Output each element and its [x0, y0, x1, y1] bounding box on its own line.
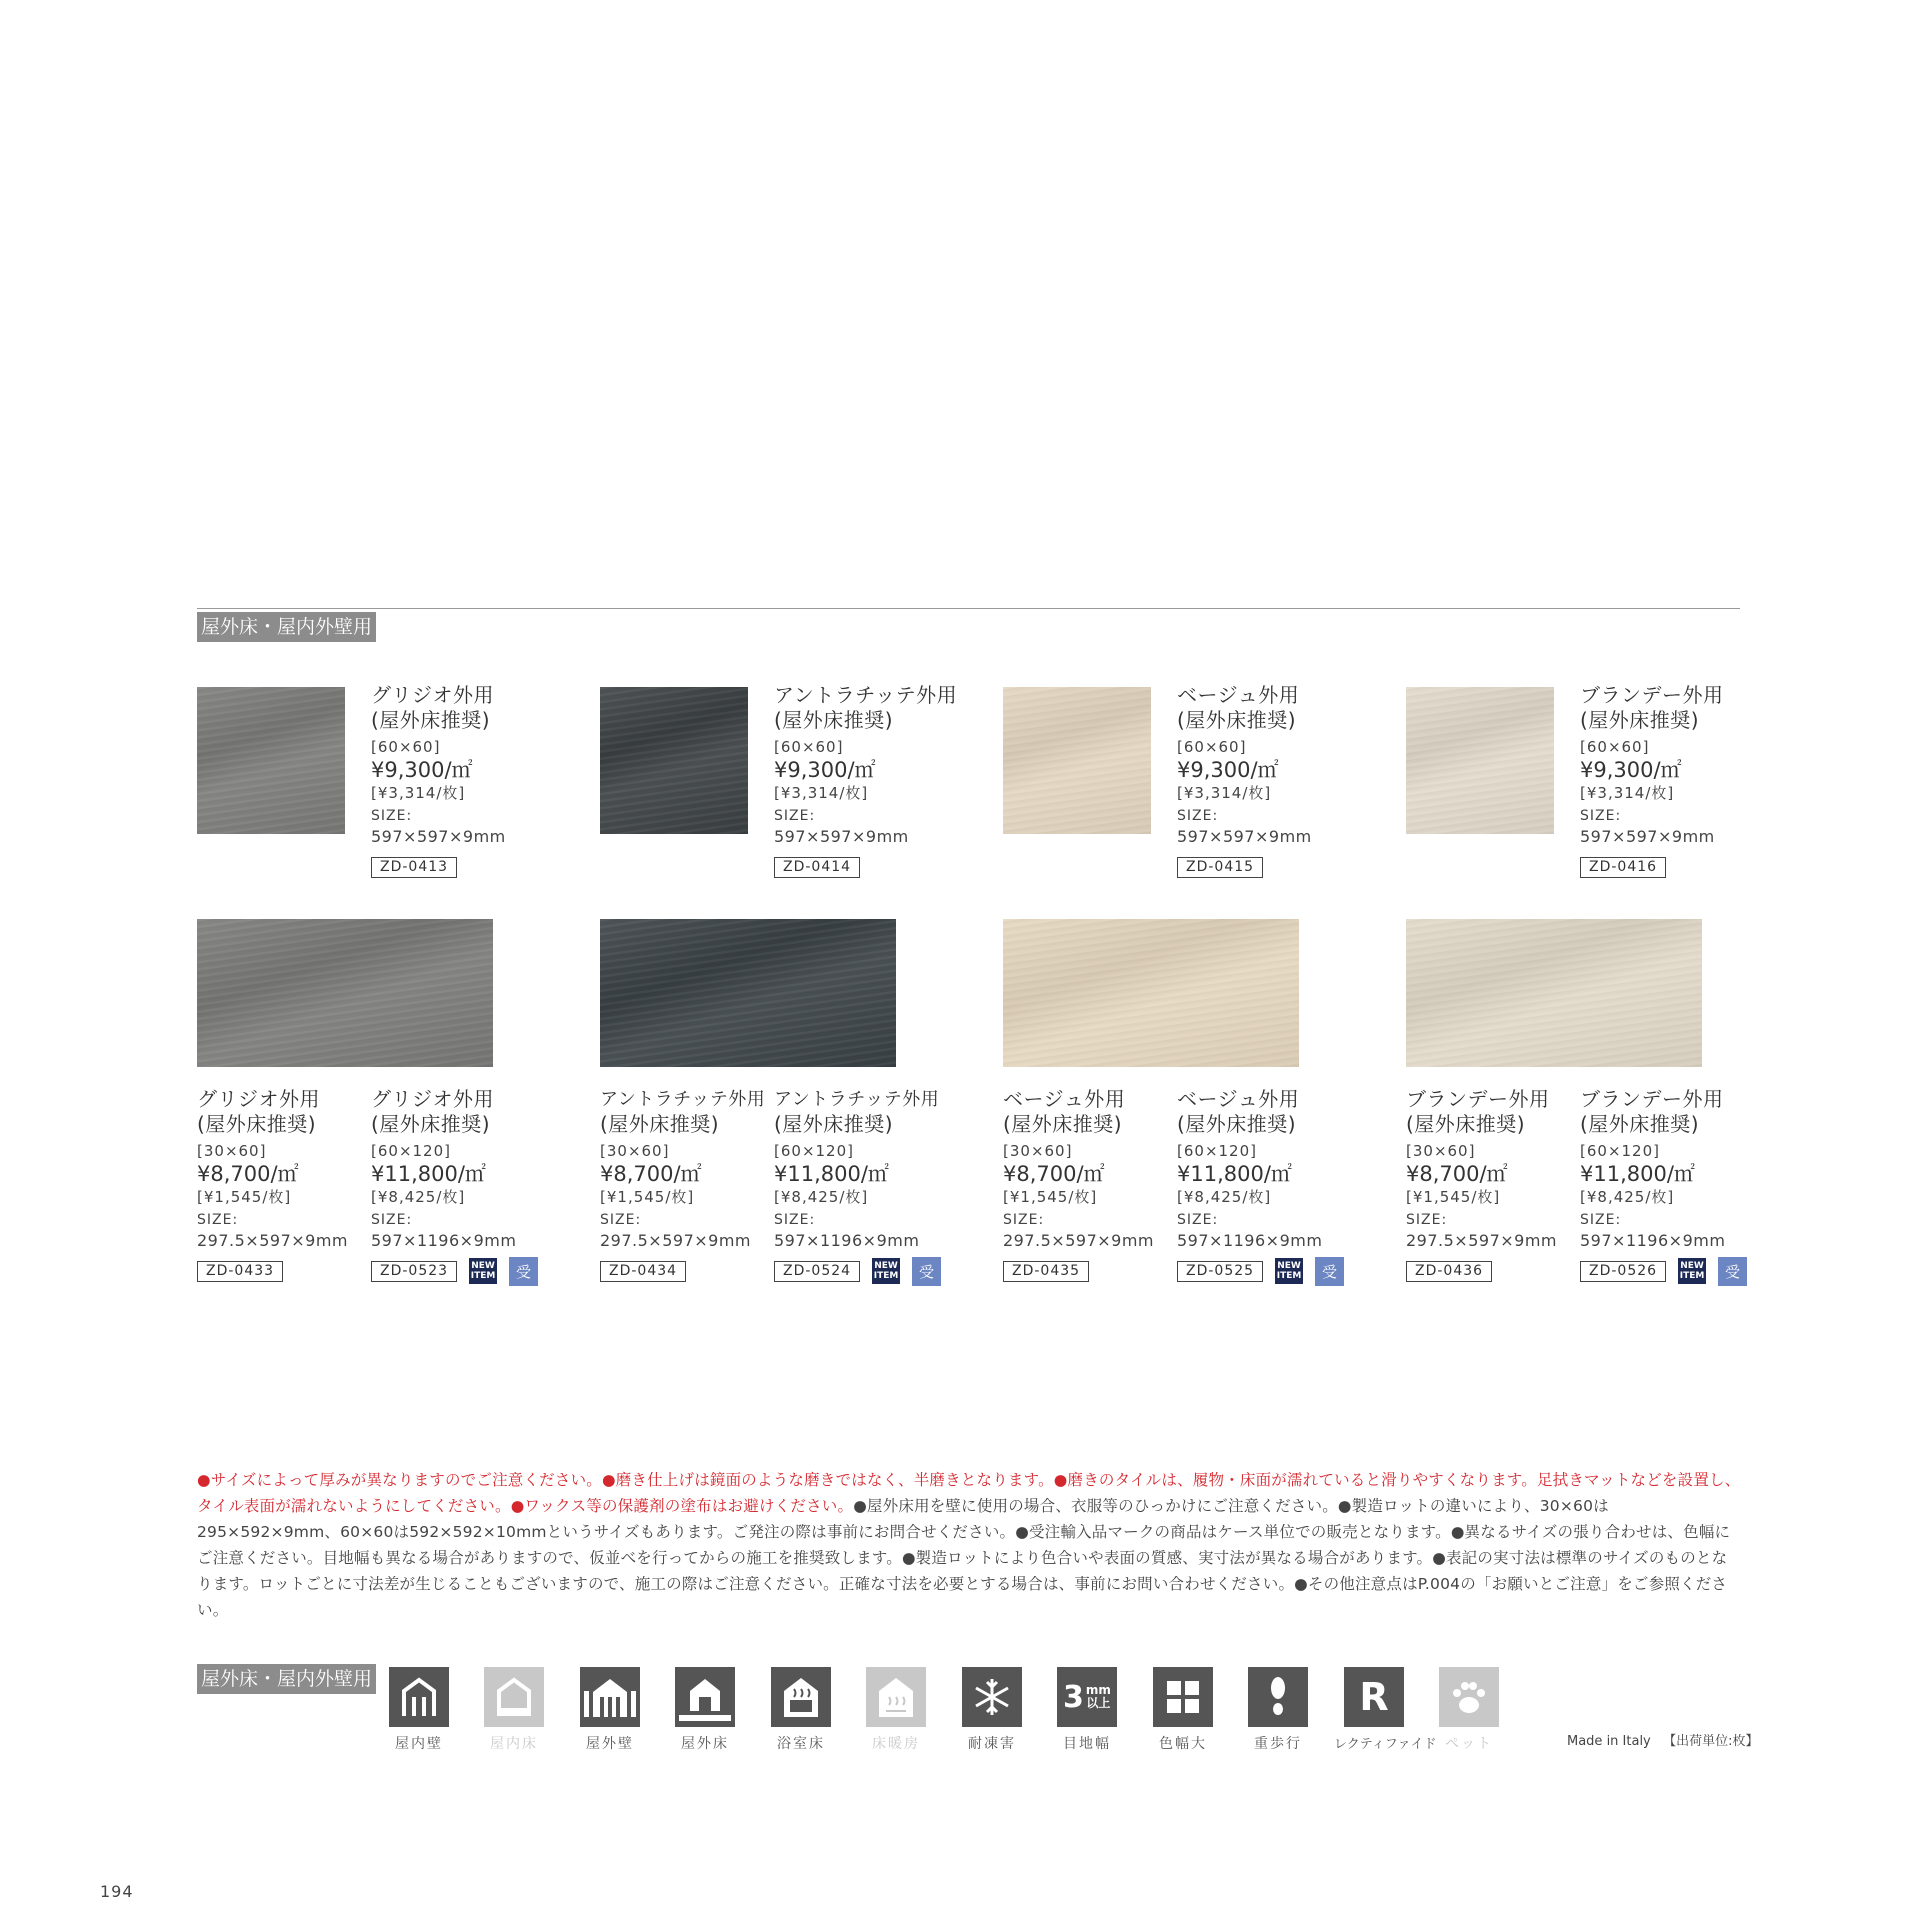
product-subname: (屋外床推奨): [1406, 1112, 1526, 1136]
origin-and-unit: [1567, 1730, 1759, 1749]
size-label: SIZE:: [371, 1212, 413, 1228]
tile-size: [60×60]: [371, 738, 441, 756]
price: ¥11,800/㎡: [1580, 1162, 1695, 1186]
price-per-piece: [¥1,545/枚]: [1406, 1188, 1501, 1206]
product-info: [1580, 683, 1755, 881]
size-label: SIZE:: [1003, 1212, 1045, 1228]
outdoor-wall-legend: [570, 1667, 650, 1753]
product-code: ZD-0525: [1177, 1261, 1263, 1282]
icon-label: 屋内壁: [395, 1736, 443, 1752]
product-name: グリジオ外用: [197, 1087, 320, 1111]
price: ¥9,300/㎡: [1580, 758, 1682, 782]
product-subname: (屋外床推奨): [371, 708, 491, 732]
size-label: SIZE:: [1580, 808, 1622, 824]
tile-size: [60×120]: [774, 1142, 854, 1160]
new-badge-line1: NEW: [471, 1261, 495, 1271]
price-per-piece: [¥1,545/枚]: [197, 1188, 292, 1206]
product-name: グリジオ外用: [371, 1087, 494, 1111]
outdoor-floor-icon: [675, 1667, 735, 1727]
new-item-badge: [469, 1258, 497, 1284]
made-to-order-badge: 受: [509, 1257, 538, 1286]
size-value: 297.5×597×9mm: [600, 1231, 752, 1250]
product-subname: (屋外床推奨): [197, 1112, 317, 1136]
product-info: [371, 1087, 571, 1285]
price-per-piece: [¥3,314/枚]: [774, 784, 869, 802]
tile-swatch-antracite: [600, 687, 748, 834]
size-label: SIZE:: [774, 808, 816, 824]
pet-legend: [1429, 1667, 1509, 1753]
product-subname: (屋外床推奨): [1177, 708, 1297, 732]
new-badge-line2: ITEM: [470, 1271, 496, 1281]
size-value: 597×1196×9mm: [1177, 1231, 1323, 1250]
icon-label: 目地幅: [1063, 1736, 1111, 1752]
tile-size: [30×60]: [1003, 1142, 1073, 1160]
rectified-icon: R: [1344, 1667, 1404, 1727]
product-info: [1003, 1087, 1178, 1285]
size-value: 297.5×597×9mm: [1406, 1231, 1558, 1250]
tile-swatch-brandy-large: [1406, 919, 1702, 1067]
tile-size: [60×60]: [1177, 738, 1247, 756]
price: ¥11,800/㎡: [774, 1162, 889, 1186]
price: ¥9,300/㎡: [371, 758, 473, 782]
product-subname: (屋外床推奨): [1580, 1112, 1700, 1136]
frost-resistant-legend: [952, 1667, 1032, 1753]
heavy-walking-legend: [1238, 1667, 1318, 1753]
price-per-piece: [¥8,425/枚]: [371, 1188, 466, 1206]
product-name: グリジオ外用: [371, 683, 494, 707]
outdoor-floor-legend: [665, 1667, 745, 1753]
icon-label: 床暖房: [872, 1736, 920, 1752]
page-number: 194: [100, 1882, 134, 1901]
product-info: [371, 683, 546, 881]
joint-width-icon: 3 mm 以上: [1057, 1667, 1117, 1727]
floor-heating-icon: [866, 1667, 926, 1727]
product-subname: (屋外床推奨): [600, 1112, 720, 1136]
price: ¥9,300/㎡: [1177, 758, 1279, 782]
size-label: SIZE:: [774, 1212, 816, 1228]
tile-swatch-grigio: [197, 687, 345, 834]
size-value: 597×597×9mm: [774, 827, 909, 846]
tile-size: [60×120]: [371, 1142, 451, 1160]
product-code: ZD-0413: [371, 857, 457, 878]
size-label: SIZE:: [1406, 1212, 1448, 1228]
tile-size: [60×60]: [774, 738, 844, 756]
product-subname: (屋外床推奨): [1177, 1112, 1297, 1136]
product-subname: (屋外床推奨): [1003, 1112, 1123, 1136]
product-code: ZD-0433: [197, 1261, 283, 1282]
tile-swatch-beige: [1003, 687, 1151, 834]
icon-label: ペット: [1445, 1736, 1493, 1752]
new-badge-line2: ITEM: [873, 1271, 899, 1281]
notes-warning: ●サイズによって厚みが異なりますのでご注意ください。●磨き仕上げは鏡面のような磨きではなく、半磨きとなります。●磨きのタイルは、履物・床面が濡れていると滑りやすくなります。足拭きマットなどを設置し、タイル表面が濡れないようにしてください。●ワックス等の保護剤の塗布はお避けください。: [197, 1471, 1741, 1515]
product-code: ZD-0415: [1177, 857, 1263, 878]
size-value: 597×597×9mm: [1580, 827, 1715, 846]
price-per-piece: [¥3,314/枚]: [1580, 784, 1675, 802]
product-subname: (屋外床推奨): [774, 708, 894, 732]
tile-swatch-brandy: [1406, 687, 1554, 834]
legend-label: 屋外床・屋内外壁用: [197, 1664, 376, 1694]
product-name: アントラチッテ外用: [600, 1089, 766, 1110]
product-info: [1177, 683, 1352, 881]
size-label: SIZE:: [371, 808, 413, 824]
indoor-wall-icon: [389, 1667, 449, 1727]
size-label: SIZE:: [1177, 1212, 1219, 1228]
tile-size: [60×60]: [1580, 738, 1650, 756]
tile-size: [30×60]: [197, 1142, 267, 1160]
notes-paragraph: [197, 1467, 1742, 1623]
icon-label: 屋外床: [681, 1736, 729, 1752]
made-to-order-badge: 受: [912, 1257, 941, 1286]
price-per-piece: [¥8,425/枚]: [1580, 1188, 1675, 1206]
product-code: ZD-0526: [1580, 1261, 1666, 1282]
color-variation-icon: [1153, 1667, 1213, 1727]
new-item-badge: [1275, 1258, 1303, 1284]
product-name: ブランデー外用: [1580, 1087, 1724, 1111]
product-name: アントラチッテ外用: [774, 1089, 940, 1110]
bathroom-floor-icon: [771, 1667, 831, 1727]
icon-label: 浴室床: [777, 1736, 825, 1752]
made-to-order-badge: 受: [1718, 1257, 1747, 1286]
size-label: SIZE:: [1580, 1212, 1622, 1228]
product-info: [1406, 1087, 1581, 1285]
product-code: ZD-0414: [774, 857, 860, 878]
icon-label: 屋内床: [490, 1736, 538, 1752]
product-name: ベージュ外用: [1003, 1087, 1126, 1111]
product-info: [1580, 1087, 1780, 1285]
product-name: アントラチッテ外用: [774, 683, 958, 707]
made-to-order-badge: 受: [1315, 1257, 1344, 1286]
price-per-piece: [¥3,314/枚]: [1177, 784, 1272, 802]
floor-heating-legend: [856, 1667, 936, 1753]
price-per-piece: [¥8,425/枚]: [1177, 1188, 1272, 1206]
size-label: SIZE:: [1177, 808, 1219, 824]
new-badge-line1: NEW: [1277, 1261, 1301, 1271]
price: ¥8,700/㎡: [1406, 1162, 1508, 1186]
new-badge-line2: ITEM: [1679, 1271, 1705, 1281]
icon-label: 屋外壁: [586, 1736, 634, 1752]
icon-label: 耐凍害: [968, 1736, 1016, 1752]
bathroom-floor-legend: [761, 1667, 841, 1753]
indoor-floor-legend: [474, 1667, 554, 1753]
joint-width-legend: [1047, 1667, 1127, 1753]
tile-swatch-grigio-large: [197, 919, 493, 1067]
price-per-piece: [¥8,425/枚]: [774, 1188, 869, 1206]
product-info: [774, 683, 958, 881]
product-code: ZD-0416: [1580, 857, 1666, 878]
pet-icon: [1439, 1667, 1499, 1727]
icon-label: 重歩行: [1254, 1736, 1302, 1752]
heavy-walking-icon: [1248, 1667, 1308, 1727]
product-code: ZD-0524: [774, 1261, 860, 1282]
frost-resistant-icon: [962, 1667, 1022, 1727]
product-code: ZD-0523: [371, 1261, 457, 1282]
price: ¥11,800/㎡: [371, 1162, 486, 1186]
new-badge-line1: NEW: [1680, 1261, 1704, 1271]
product-name: ベージュ外用: [1177, 1087, 1300, 1111]
new-item-badge: [1678, 1258, 1706, 1284]
color-variation-legend: [1143, 1667, 1223, 1753]
section-divider: [197, 608, 1740, 609]
product-info: [774, 1087, 974, 1285]
product-name: ベージュ外用: [1177, 683, 1300, 707]
product-code: ZD-0434: [600, 1261, 686, 1282]
size-value: 297.5×597×9mm: [1003, 1231, 1155, 1250]
icon-label: 色幅大: [1159, 1736, 1207, 1752]
notes-general: ●屋外床用を壁に使用の場合、衣服等のひっかけにご注意ください。●製造ロットの違いにより、30×60は295×592×9mm、60×60は592×592×10mmというサイズもあります。ご発注の際は事前にお問合せください。●受注輸入品マークの商品はケース単位での販売となります。●異なるサイズの張り合わせは、色幅にご注意ください。目地幅も異なる場合がありますので、仮並べを行ってからの施工を推奨致します。●製造ロットにより色合いや表面の質感、実寸法が異なる場合があります。●表記の実寸法は標準のサイズのものとなります。ロットごとに寸法差が生じることもございますので、施工の際はご注意ください。正確な寸法を必要とする場合は、事前にお問い合わせください。●その他注意点はP.004の「お願いとご注意」をご参照ください。: [197, 1497, 1731, 1619]
product-info: [1177, 1087, 1377, 1285]
product-subname: (屋外床推奨): [1580, 708, 1700, 732]
indoor-floor-icon: [484, 1667, 544, 1727]
indoor-wall-legend: [379, 1667, 459, 1753]
size-value: 597×1196×9mm: [371, 1231, 517, 1250]
product-info: [197, 1087, 372, 1285]
rectified-legend: [1334, 1667, 1437, 1752]
product-name: ブランデー外用: [1580, 683, 1724, 707]
product-code: ZD-0436: [1406, 1261, 1492, 1282]
product-code: ZD-0435: [1003, 1261, 1089, 1282]
tile-swatch-beige-large: [1003, 919, 1299, 1067]
new-item-badge: [872, 1258, 900, 1284]
product-subname: (屋外床推奨): [774, 1112, 894, 1136]
price-per-piece: [¥3,314/枚]: [371, 784, 466, 802]
new-badge-line1: NEW: [874, 1261, 898, 1271]
size-value: 597×1196×9mm: [1580, 1231, 1726, 1250]
shipping-unit: 【出荷単位:枚】: [1663, 1734, 1759, 1749]
tile-swatch-antracite-large: [600, 919, 896, 1067]
tile-size: [30×60]: [1406, 1142, 1476, 1160]
price: ¥9,300/㎡: [774, 758, 876, 782]
tile-size: [60×120]: [1177, 1142, 1257, 1160]
price: ¥8,700/㎡: [600, 1162, 702, 1186]
price: ¥11,800/㎡: [1177, 1162, 1292, 1186]
price-per-piece: [¥1,545/枚]: [1003, 1188, 1098, 1206]
size-value: 597×597×9mm: [371, 827, 506, 846]
tile-size: [60×120]: [1580, 1142, 1660, 1160]
made-in: Made in Italy: [1567, 1734, 1651, 1749]
size-label: SIZE:: [600, 1212, 642, 1228]
price: ¥8,700/㎡: [1003, 1162, 1105, 1186]
icon-label: レクティファイド: [1334, 1737, 1437, 1752]
size-value: 597×1196×9mm: [774, 1231, 920, 1250]
price: ¥8,700/㎡: [197, 1162, 299, 1186]
new-badge-line2: ITEM: [1276, 1271, 1302, 1281]
size-value: 597×597×9mm: [1177, 827, 1312, 846]
product-subname: (屋外床推奨): [371, 1112, 491, 1136]
price-per-piece: [¥1,545/枚]: [600, 1188, 695, 1206]
section-label: 屋外床・屋内外壁用: [197, 612, 376, 642]
product-name: ブランデー外用: [1406, 1087, 1550, 1111]
size-value: 297.5×597×9mm: [197, 1231, 349, 1250]
size-label: SIZE:: [197, 1212, 239, 1228]
product-info: [600, 1087, 775, 1285]
tile-size: [30×60]: [600, 1142, 670, 1160]
outdoor-wall-icon: [580, 1667, 640, 1727]
